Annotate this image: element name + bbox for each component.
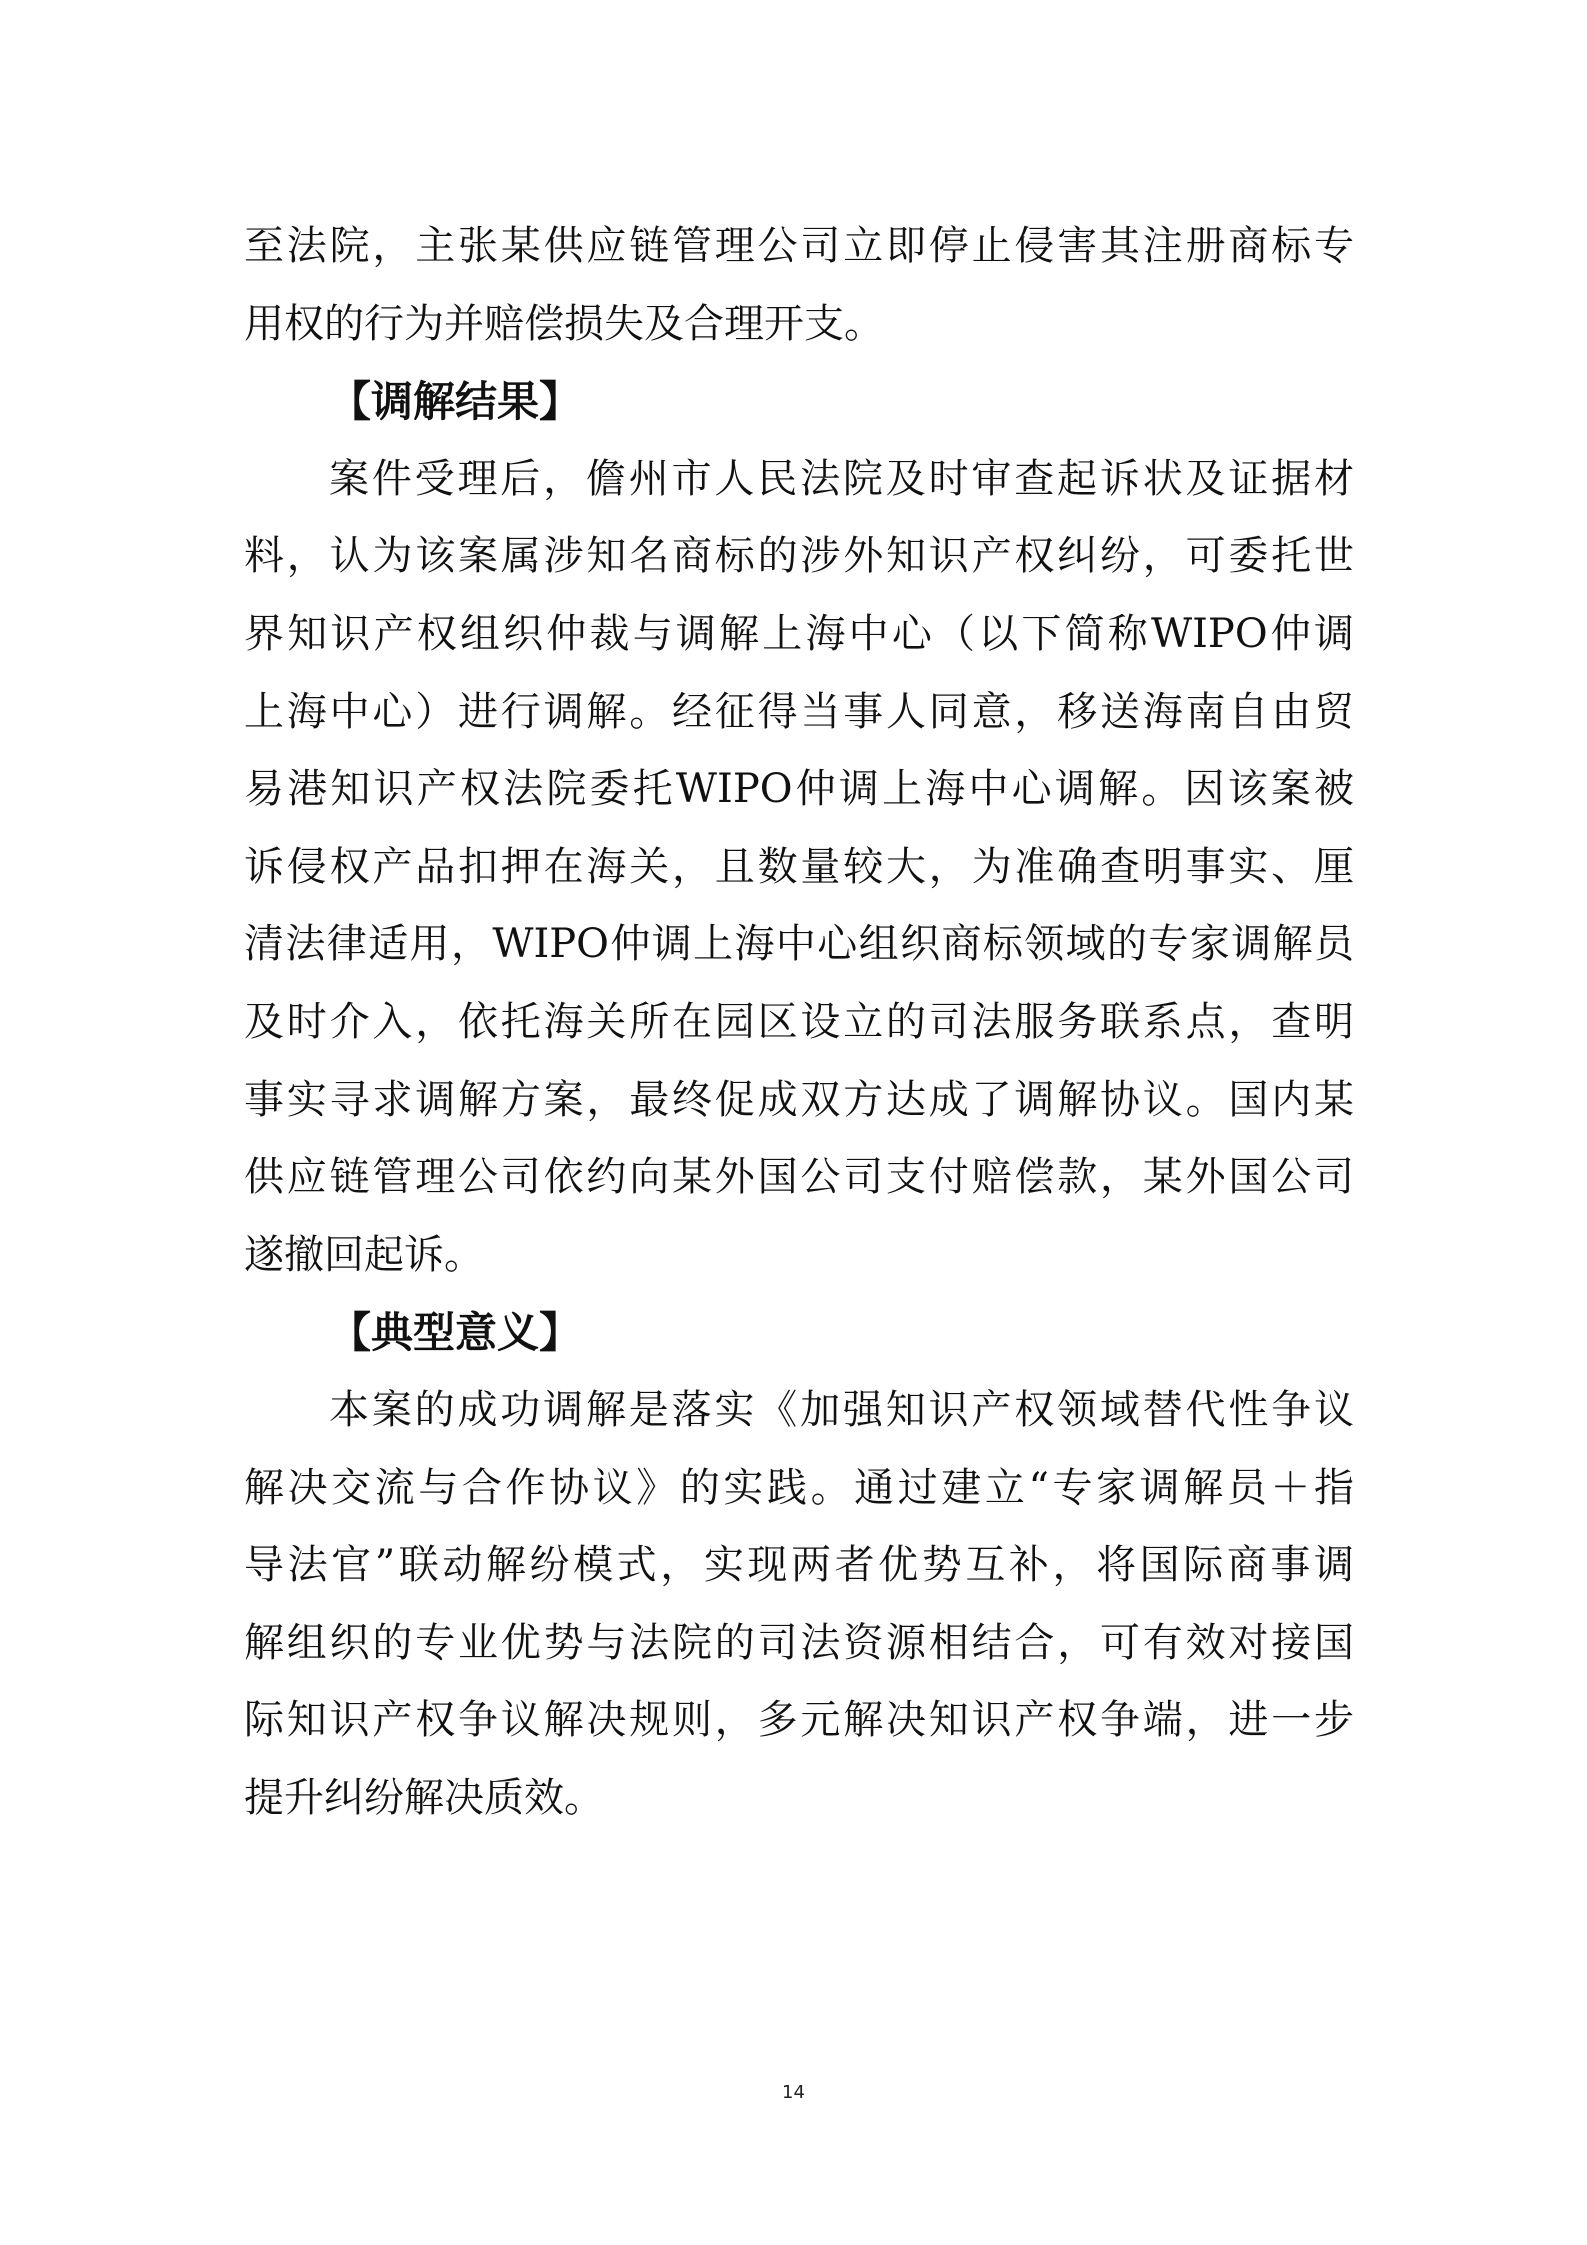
paragraph-line: 至法院，主张某供应链管理公司立即停止侵害其注册商标专 bbox=[244, 223, 1354, 269]
intro-paragraph bbox=[244, 208, 1354, 363]
paragraph-line: 界知识产权组织仲裁与调解上海中心（以下简称WIPO仲调 bbox=[244, 610, 1354, 657]
paragraph-line: 易港知识产权法院委托WIPO仲调上海中心调解。因该案被 bbox=[244, 766, 1354, 813]
page-number: 14 bbox=[782, 2082, 805, 2103]
paragraph-line: 诉侵权产品扣押在海关，且数量较大，为准确查明事实、厘 bbox=[244, 843, 1354, 890]
paragraph-line: 用权的行为并赔偿损失及合理开支。 bbox=[244, 300, 884, 347]
paragraph-line: 解组织的专业优势与法院的司法资源相结合，可有效对接国 bbox=[244, 1619, 1354, 1666]
significance-paragraph bbox=[244, 1372, 1354, 1838]
paragraph-line: 际知识产权争议解决规则，多元解决知识产权争端，进一步 bbox=[244, 1697, 1354, 1744]
paragraph-line: 料，认为该案属涉知名商标的涉外知识产权纠纷，可委托世 bbox=[244, 533, 1354, 580]
paragraph-line: 遂撤回起诉。 bbox=[244, 1231, 484, 1278]
paragraph-line: 事实寻求调解方案，最终促成双方达成了调解协议。国内某 bbox=[244, 1076, 1354, 1123]
document-body bbox=[244, 208, 1354, 1837]
paragraph-line: 及时介入，依托海关所在园区设立的司法服务联系点，查明 bbox=[244, 998, 1354, 1045]
mediation-result-paragraph bbox=[244, 441, 1354, 1295]
paragraph-line: 解决交流与合作协议》的实践。通过建立“专家调解员＋指 bbox=[244, 1464, 1354, 1511]
section-heading-mediation-result: 【调解结果】 bbox=[329, 377, 582, 427]
paragraph-line: 提升纠纷解决质效。 bbox=[244, 1774, 604, 1821]
paragraph-line: 供应链管理公司依约向某外国公司支付赔偿款，某外国公司 bbox=[244, 1154, 1354, 1201]
paragraph-line: 上海中心）进行调解。经征得当事人同意，移送海南自由贸 bbox=[244, 688, 1354, 735]
section-heading-significance: 【典型意义】 bbox=[329, 1308, 582, 1358]
paragraph-line: 案件受理后，儋州市人民法院及时审查起诉状及证据材 bbox=[329, 455, 1354, 502]
paragraph-line: 导法官”联动解纷模式，实现两者优势互补，将国际商事调 bbox=[244, 1542, 1354, 1589]
paragraph-line: 本案的成功调解是落实《加强知识产权领域替代性争议 bbox=[329, 1386, 1354, 1433]
paragraph-line: 清法律适用，WIPO仲调上海中心组织商标领域的专家调解员 bbox=[244, 921, 1354, 968]
